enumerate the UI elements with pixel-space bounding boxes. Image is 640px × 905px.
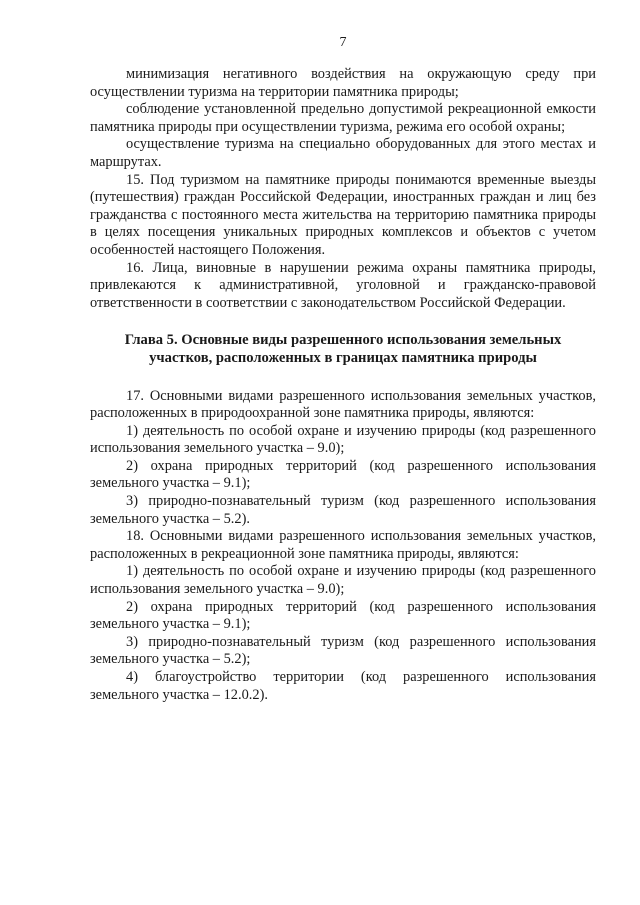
clause-17: 17. Основными видами разрешенного использования земельных участков, расположенных в природоохранной зоне памятника природы, являются: — [90, 387, 596, 422]
clause-18-item-3: 3) природно-познавательный туризм (код разрешенного использования земельного участка – 5.2); — [90, 633, 596, 668]
clause-15: 15. Под туризмом на памятнике природы понимаются временные выезды (путешествия) граждан Российской Федерации, иностранных граждан и лиц без гражданства с постоянного места жительства на территорию памятника природы в целях посещения уникальных природных комплексов и объектов с учетом особенностей настоящего Положения. — [90, 171, 596, 258]
clause-17-item-3: 3) природно-познавательный туризм (код разрешенного использования земельного участка – 5.2). — [90, 493, 596, 527]
clause-18-item-2: 2) охрана природных территорий (код разрешенного использования земельного участка – 9.1); — [90, 598, 596, 633]
clause-18-item-1: 1) деятельность по особой охране и изучению природы (код разрешенного использования земельного участка – 9.0); — [90, 563, 596, 598]
clause-17-item-1: 1) деятельность по особой охране и изучению природы (код разрешенного использования земельного участка – 9.0); — [90, 422, 596, 457]
page-number: 7 — [339, 35, 347, 50]
paragraph-recreational-capacity: соблюдение установленной предельно допустимой рекреационной емкости памятника природы при осуществлении туризма, режима его особой охраны; — [90, 101, 596, 135]
clause-18-item-4: 4) благоустройство территории (код разрешенного использования земельного участка – 12.0.2). — [90, 669, 596, 703]
chapter-5-heading: Глава 5. Основные виды разрешенного использования земельных участков, расположенных в границах памятника природы — [124, 332, 562, 366]
clause-17-item-2: 2) охрана природных территорий (код разрешенного использования земельного участка – 9.1); — [90, 457, 596, 492]
clause-16: 16. Лица, виновные в нарушении режима охраны памятника природы, привлекаются к административной, уголовной и гражданско-правовой ответственности в соответствии с законодательством Российской Федерации. — [90, 259, 596, 311]
document-body — [90, 66, 596, 704]
clause-18: 18. Основными видами разрешенного использования земельных участков, расположенных в рекреационной зоне памятника природы, являются: — [90, 528, 596, 562]
paragraph-equipped-places: осуществление туризма на специально оборудованных для этого местах и маршрутах. — [90, 136, 596, 170]
paragraph-minimization: минимизация негативного воздействия на окружающую среду при осуществлении туризма на территории памятника природы; — [90, 66, 596, 100]
